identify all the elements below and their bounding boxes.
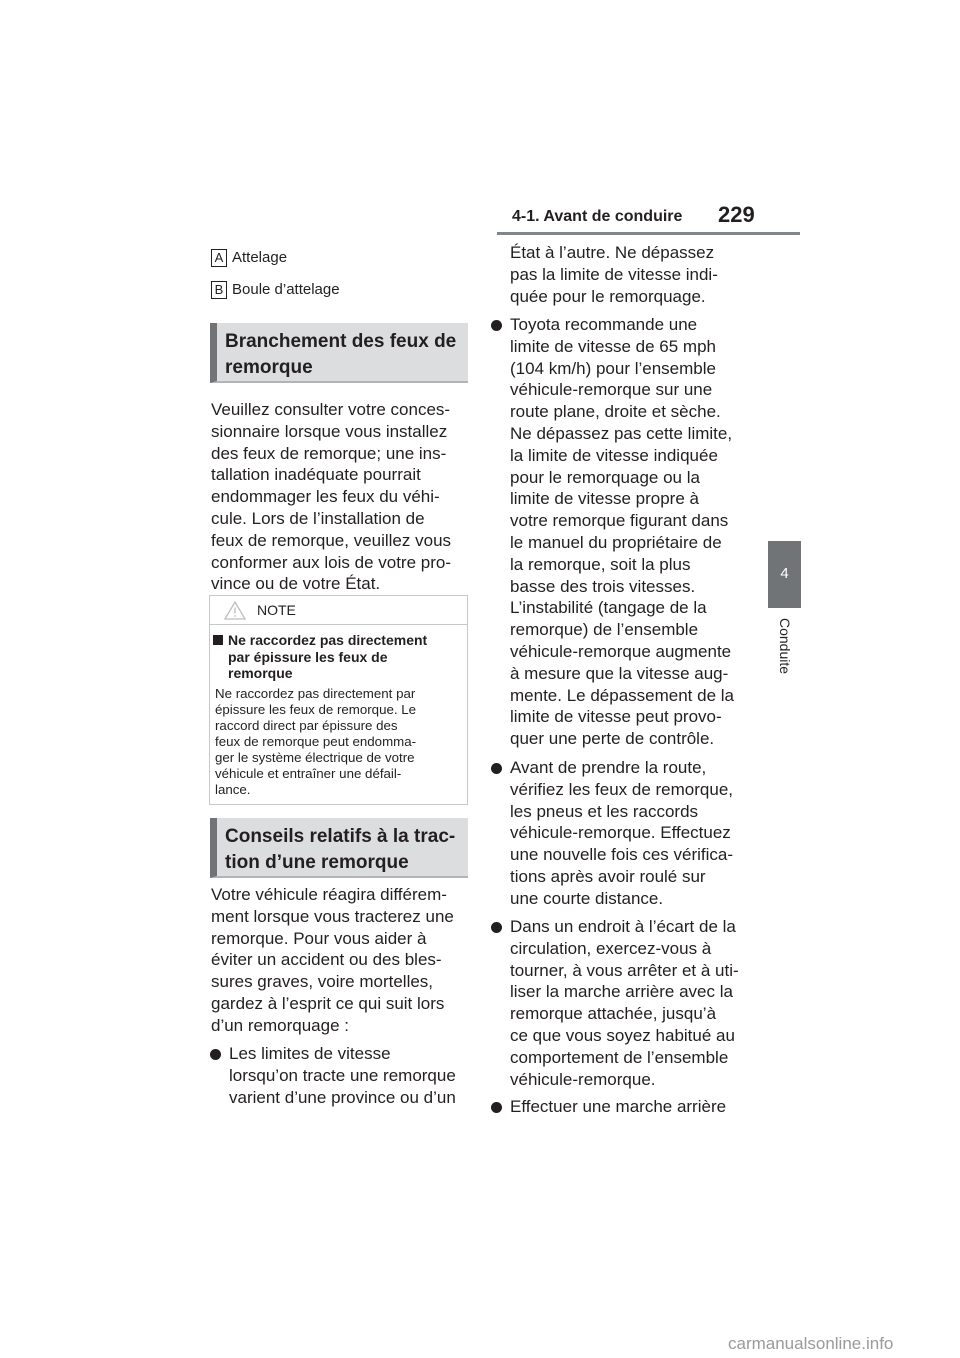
text-line: liser la marche arrière avec la: [510, 982, 733, 1002]
note-box: [209, 595, 468, 805]
text-line: ce que vous soyez habitué au: [510, 1025, 735, 1045]
text-line: État à l’autre. Ne dépassez: [510, 243, 715, 262]
text-line: tallation inadéquate pourrait: [211, 465, 421, 485]
text-line: pour le remorquage ou la: [510, 467, 700, 487]
square-bullet-icon: [213, 635, 223, 645]
text-line: le manuel du propriétaire de: [510, 532, 722, 552]
text-line: Avant de prendre la route,: [510, 758, 707, 777]
text-line: limite de vitesse propre à: [510, 489, 699, 509]
heading-line: Branchement des feux de: [225, 331, 457, 352]
bullet-dot-icon: [491, 922, 502, 933]
bullet-dot-icon: [210, 1049, 221, 1060]
text-line: (104 km/h) pour l’ensemble: [510, 358, 716, 378]
text-line: limite de vitesse de 65 mph: [510, 336, 716, 356]
bullet-speed-limits: [229, 1043, 469, 1108]
bullet-speed-recommendation: [510, 314, 760, 750]
note-line: raccord direct par épissure des: [215, 718, 398, 733]
text-line: ment lorsque vous tracterez une: [211, 906, 454, 926]
text-line: une courte distance.: [510, 888, 664, 908]
text-line: sionnaire lorsque vous installez: [211, 421, 448, 441]
text-line: vince ou de votre État.: [211, 574, 381, 594]
text-line: circulation, exercez-vous à: [510, 938, 712, 958]
bullet-pre-trip-check: [510, 757, 760, 910]
text-line: Votre véhicule réagira différem-: [211, 885, 447, 904]
bullet-dot-icon: [491, 1102, 502, 1113]
text-line: remorque) de l’ensemble: [510, 620, 699, 640]
text-line: lorsqu’on tracte une remorque: [229, 1065, 456, 1085]
text-line: route plane, droite et sèche.: [510, 402, 721, 422]
text-line: la remorque, soit la plus: [510, 554, 691, 574]
text-line: véhicule-remorque. Effectuez: [510, 823, 731, 843]
text-line: endommager les feux du véhi-: [211, 487, 440, 507]
heading-line: Conseils relatifs à la trac-: [225, 826, 456, 847]
note-title: [228, 632, 464, 682]
text-line: varient d’une province ou d’un: [229, 1087, 456, 1107]
text-line: vérifiez les feux de remorque,: [510, 779, 733, 799]
note-title-line: Ne raccordez pas directement: [228, 632, 428, 648]
text-line: sures graves, voire mortelles,: [211, 972, 434, 992]
text-line: les pneus et les raccords: [510, 801, 699, 821]
heading-line: remorque: [225, 357, 313, 378]
note-line: ger le système électrique de votre: [215, 750, 415, 765]
section-heading-trailer-lights: [210, 323, 468, 383]
text-line: Veuillez consulter votre conces-: [211, 400, 451, 419]
text-line: d’un remorquage :: [211, 1015, 349, 1035]
text-line: Dans un endroit à l’écart de la: [510, 917, 736, 936]
note-label: NOTE: [257, 602, 296, 618]
note-title-line: par épissure les feux de: [228, 648, 388, 665]
text-line: L’instabilité (tangage de la: [510, 598, 707, 618]
text-line: Toyota recommande une: [510, 315, 698, 334]
text-line: remorque. Pour vous aider à: [211, 928, 427, 948]
note-line: lance.: [215, 782, 251, 797]
bullet-reversing: [510, 1096, 760, 1118]
chapter-tab[interactable]: [768, 541, 801, 608]
text-line: votre remorque figurant dans: [510, 511, 729, 531]
label-text: Attelage: [232, 249, 288, 266]
continuation-text: [510, 242, 760, 307]
text-line: basse des trois vitesses.: [510, 576, 696, 596]
section-title: 4-1. Avant de conduire: [512, 208, 683, 225]
note-header: [210, 596, 467, 625]
text-line: des feux de remorque; une ins-: [211, 443, 447, 463]
text-line: Ne dépassez pas cette limite,: [510, 423, 733, 443]
chapter-tab-number: 4: [780, 565, 789, 582]
text-line: quer une perte de contrôle.: [510, 729, 715, 749]
text-line: une nouvelle fois ces vérifica-: [510, 845, 734, 865]
text-line: quée pour le remorquage.: [510, 286, 706, 306]
text-line: cule. Lors de l’installation de: [211, 508, 425, 528]
heading-line: tion d’une remorque: [225, 852, 409, 873]
warning-triangle-icon: [224, 601, 246, 620]
text-line: tourner, à vous arrêter et à uti-: [510, 960, 739, 980]
text-line: mente. Le dépassement de la: [510, 685, 734, 705]
chapter-tab-label: Conduite: [777, 618, 793, 675]
text-line: à mesure que la vitesse aug-: [510, 663, 729, 683]
bullet-practice: [510, 916, 760, 1090]
text-line: Les limites de vitesse: [229, 1044, 391, 1063]
paragraph-trailer-lights: [211, 399, 469, 595]
text-line: conformer aux lois de votre pro-: [211, 552, 451, 572]
note-title-line: remorque: [228, 665, 293, 681]
text-line: éviter un accident ou des bles-: [211, 950, 442, 970]
text-line: limite de vitesse peut provo-: [510, 707, 722, 727]
text-line: remorque attachée, jusqu’à: [510, 1004, 717, 1024]
text-line: gardez à l’esprit ce qui suit lors: [211, 993, 445, 1013]
note-body: [215, 686, 465, 798]
text-line: véhicule-remorque.: [510, 1069, 656, 1089]
watermark: carmanualsonline.info: [728, 1334, 894, 1353]
bullet-dot-icon: [491, 763, 502, 774]
text-line: tions après avoir roulé sur: [510, 866, 706, 886]
bullet-dot-icon: [491, 320, 502, 331]
text-line: véhicule-remorque sur une: [510, 380, 713, 400]
section-heading-towing-tips: [210, 818, 468, 878]
text-line: véhicule-remorque augmente: [510, 641, 732, 661]
note-line: feux de remorque peut endomma-: [215, 734, 417, 749]
paragraph-towing-tips: [211, 884, 469, 1037]
header-rule: [497, 232, 800, 235]
label-letter-box: A: [211, 249, 227, 267]
text-line: Effectuer une marche arrière: [510, 1097, 727, 1116]
text-line: comportement de l’ensemble: [510, 1047, 729, 1067]
text-line: la limite de vitesse indiquée: [510, 445, 718, 465]
note-line: épissure les feux de remorque. Le: [215, 702, 417, 717]
page-number: 229: [718, 202, 755, 227]
note-line: Ne raccordez pas directement par: [215, 686, 416, 701]
note-line: véhicule et entraîner une défail-: [215, 766, 402, 781]
text-line: feux de remorque, veuillez vous: [211, 530, 452, 550]
label-text: Boule d’attelage: [232, 281, 340, 298]
label-letter-box: B: [211, 281, 227, 299]
text-line: pas la limite de vitesse indi-: [510, 264, 718, 284]
